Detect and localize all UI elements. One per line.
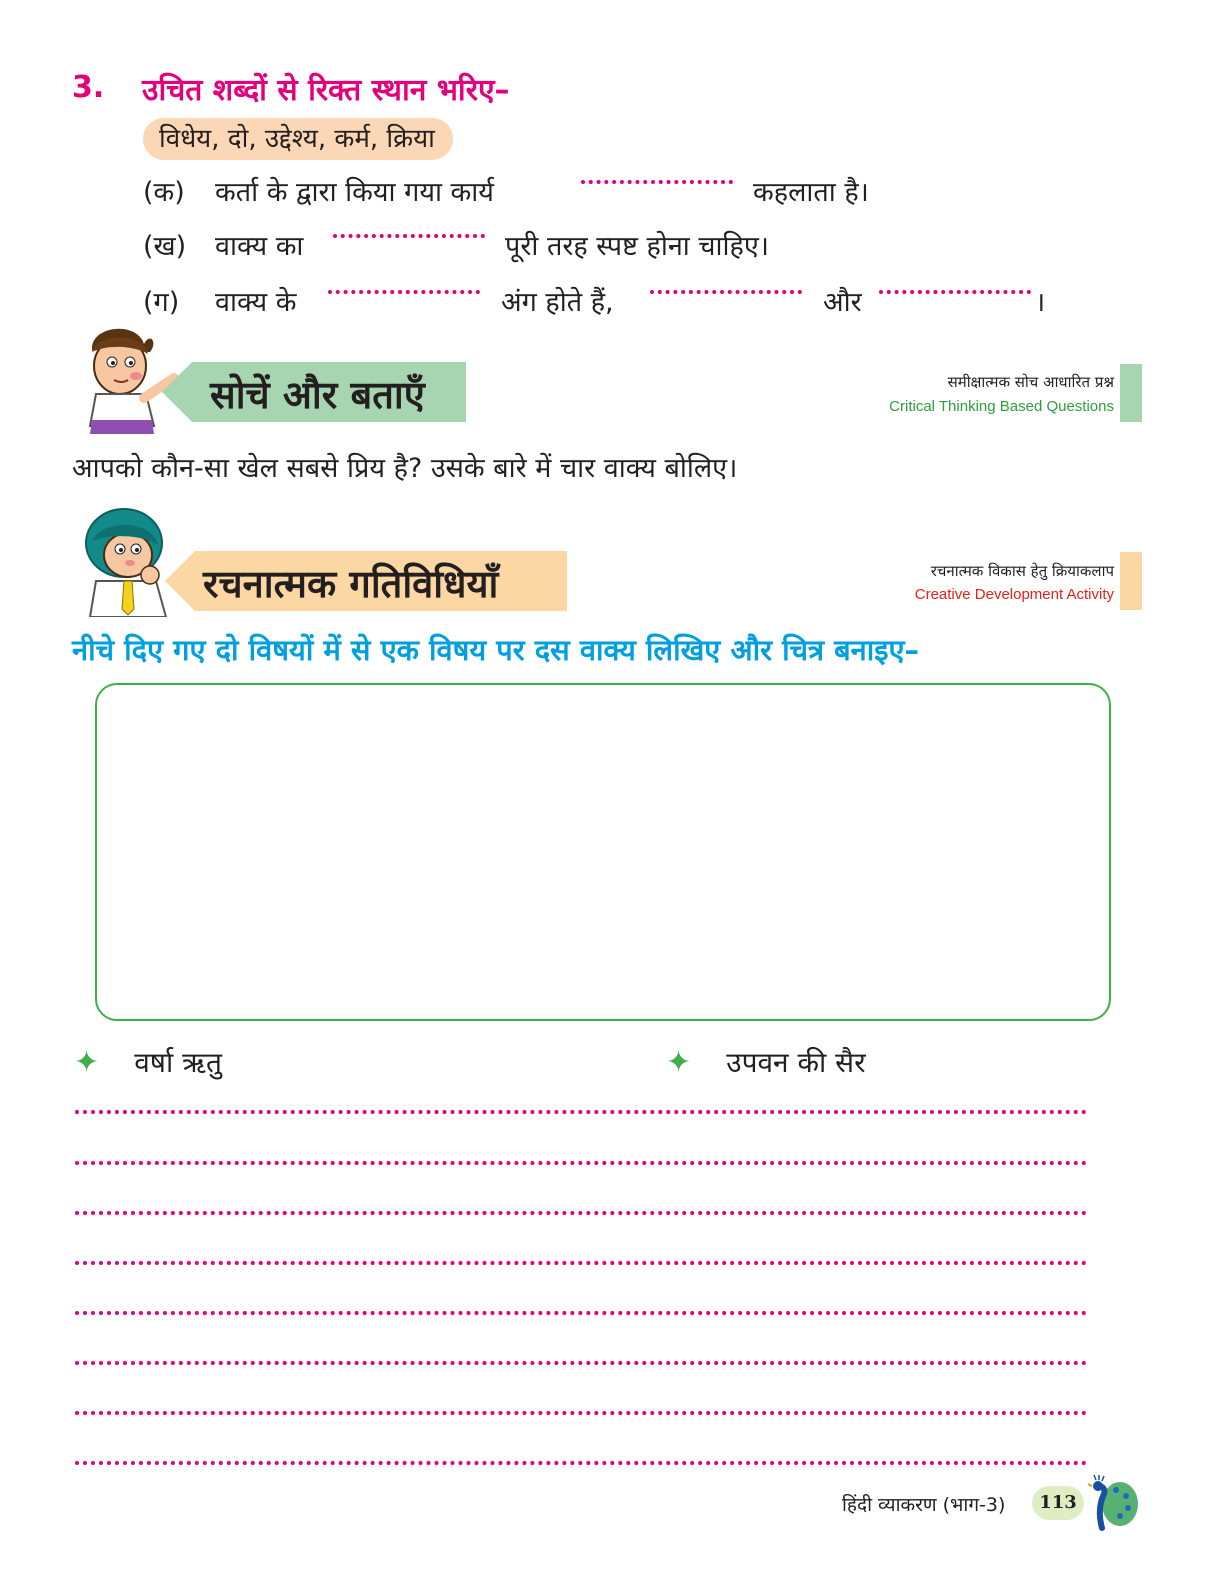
item-label: (क): [143, 177, 185, 208]
book-title: हिंदी व्याकरण (भाग-3): [842, 1494, 1006, 1516]
critical-thinking-banner: [162, 362, 466, 422]
side-accent-bar: [1120, 552, 1142, 610]
banner-title: रचनात्मक गतिविधियाँ: [203, 561, 499, 606]
banner-title: सोचें और बताएँ: [210, 372, 425, 417]
topic-option-2: [666, 1043, 866, 1081]
fill-item-kha: [143, 226, 903, 266]
item-text-before: कर्ता के द्वारा किया गया कार्य: [215, 177, 494, 208]
peacock-icon: [1084, 1474, 1140, 1532]
writing-line[interactable]: [75, 1311, 1087, 1315]
page-number: 113: [1032, 1486, 1084, 1520]
side-label-hindi: रचनात्मक विकास हेतु क्रियाकलाप: [930, 562, 1114, 580]
word-bank: विधेय, दो, उद्देश्य, कर्म, क्रिया: [143, 118, 453, 160]
exercise-title: उचित शब्दों से रिक्त स्थान भरिए–: [142, 73, 510, 108]
topic-label: वर्षा ऋतु: [134, 1046, 222, 1079]
writing-line[interactable]: [75, 1211, 1087, 1215]
blank-field[interactable]: [879, 290, 1031, 294]
fill-item-ka: [143, 172, 903, 212]
writing-line[interactable]: [75, 1411, 1087, 1415]
writing-line[interactable]: [75, 1361, 1087, 1365]
critical-question: आपको कौन-सा खेल सबसे प्रिय है? उसके बारे में चार वाक्य बोलिए।: [72, 453, 738, 484]
blank-field[interactable]: [581, 180, 733, 184]
exercise-number: 3.: [72, 70, 105, 105]
topic-option-1: [74, 1043, 222, 1081]
item-label: (ख): [143, 231, 187, 262]
drawing-area[interactable]: [95, 683, 1111, 1021]
item-text-end: ।: [1035, 287, 1046, 318]
item-label: (ग): [143, 287, 180, 318]
blank-field[interactable]: [328, 290, 480, 294]
writing-line[interactable]: [75, 1261, 1087, 1265]
writing-line[interactable]: [75, 1110, 1087, 1114]
topic-label: उपवन की सैर: [726, 1046, 866, 1079]
side-label-english: Creative Development Activity: [914, 586, 1114, 603]
blank-field[interactable]: [333, 234, 485, 238]
green-star-icon: ✦: [74, 1045, 100, 1080]
fill-item-ga: [143, 282, 1063, 322]
writing-line[interactable]: [75, 1461, 1087, 1465]
writing-line[interactable]: [75, 1161, 1087, 1165]
side-label-hindi: समीक्षात्मक सोच आधारित प्रश्न: [947, 373, 1114, 391]
item-text-before: वाक्य का: [215, 231, 304, 262]
item-text-middle: अंग होते हैं,: [501, 287, 614, 318]
activity-instruction: नीचे दिए गए दो विषयों में से एक विषय पर दस वाक्य लिखिए और चित्र बनाइए–: [72, 633, 920, 667]
creative-activity-banner: [165, 551, 567, 611]
green-star-icon: ✦: [666, 1045, 692, 1080]
item-text-after: पूरी तरह स्पष्ट होना चाहिए।: [505, 231, 770, 262]
item-text-after: कहलाता है।: [753, 177, 869, 208]
item-text-and: और: [823, 287, 862, 318]
side-label-english: Critical Thinking Based Questions: [889, 398, 1114, 415]
blank-field[interactable]: [650, 290, 802, 294]
side-accent-bar: [1120, 364, 1142, 422]
item-text-before: वाक्य के: [215, 287, 297, 318]
